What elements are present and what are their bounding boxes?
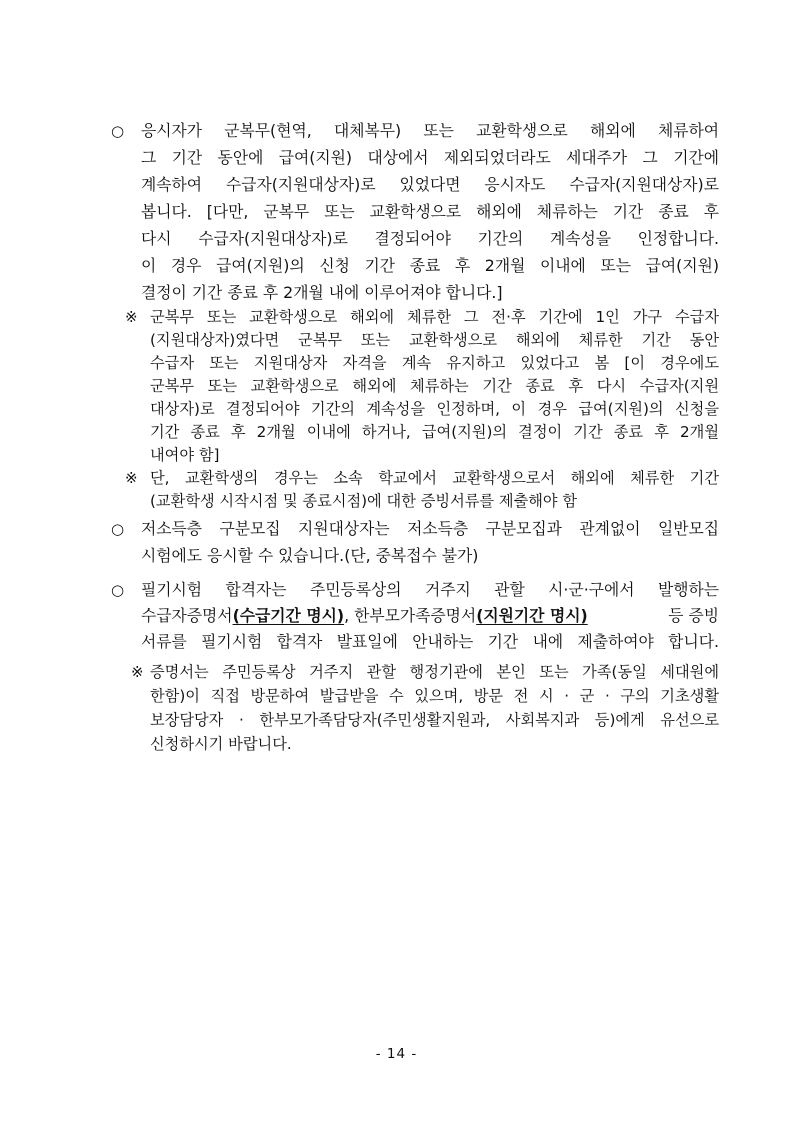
paragraph-line: 다시 수급자(지원대상자)로 결정되어야 기간의 계속성을 인정합니다.	[141, 229, 719, 248]
paragraph-line: 저소득층 구분모집 지원대상자는 저소득층 구분모집과 관계없이 일반모집	[141, 519, 719, 538]
paragraph-line: 계속하여 수급자(지원대상자)로 있었다면 응시자도 수급자(지원대상자)로	[141, 175, 719, 194]
reference-mark: ※	[131, 663, 144, 681]
note-line: (교환학생 시작시점 및 종료시점)에 대한 증빙서류를 제출해야 함	[150, 492, 578, 510]
note-line: (지원대상자)였다면 군복무 또는 교환학생으로 해외에 체류한 기간 동안	[150, 331, 719, 349]
paragraph-line: 봅니다. [다만, 군복무 또는 교환학생으로 해외에 체류하는 기간 종료 후	[141, 202, 719, 221]
paragraph-line	[141, 606, 719, 626]
paragraph-line: 그 기간 동안에 급여(지원) 대상에서 제외되었더라도 세대주가 그 기간에	[141, 148, 719, 167]
page-number: - 14 -	[375, 1046, 418, 1062]
note-line: 기간 종료 후 2개월 이내에 하거나, 급여(지원)의 결정이 기간 종료 후 2개월	[150, 423, 719, 441]
note-line: 한함)이 직접 방문하여 발급받을 수 있으며, 방문 전 시 · 군 · 구의 기초생활	[150, 687, 719, 705]
circle-bullet: ○	[111, 581, 125, 599]
note-line: 보장담당자 · 한부모가족담당자(주민생활지원과, 사회복지과 등)에게 유선으로	[150, 711, 719, 729]
circle-bullet: ○	[111, 122, 125, 140]
text-run: 수급자증명서	[141, 606, 233, 625]
paragraph-line: 필기시험 합격자는 주민등록상의 거주지 관할 시·군·구에서 발행하는	[141, 580, 719, 599]
paragraph-line: 응시자가 군복무(현역, 대체복무) 또는 교환학생으로 해외에 체류하여	[141, 121, 719, 140]
note-line: 증명서는 주민등록상 거주지 관할 행정기관에 본인 또는 가족(동일 세대원에	[150, 663, 719, 681]
paragraph-line: 서류를 필기시험 합격자 발표일에 안내하는 기간 내에 제출하여야 합니다.	[141, 632, 719, 651]
note-line: 내여야 함]	[150, 446, 220, 464]
paragraph-line: 시험에도 응시할 수 있습니다.(단, 중복접수 불가)	[141, 546, 479, 565]
paragraph-line: 결정이 기간 종료 후 2개월 내에 이루어져야 합니다.]	[141, 283, 503, 302]
note-line: 신청하시기 바랍니다.	[150, 735, 292, 753]
note-line: 군복무 또는 교환학생으로 해외에 체류하는 기간 종료 후 다시 수급자(지원	[150, 377, 719, 395]
note-line: 대상자)로 결정되어야 기간의 계속성을 인정하며, 이 경우 급여(지원)의 신청을	[150, 400, 719, 418]
paragraph-line: 이 경우 급여(지원)의 신청 기간 종료 후 2개월 이내에 또는 급여(지원)	[141, 256, 719, 275]
note-line: 단, 교환학생의 경우는 소속 학교에서 교환학생으로서 해외에 체류한 기간	[150, 469, 719, 487]
text-run: , 한부모가족증명서	[344, 606, 477, 625]
note-line: 수급자 또는 지원대상자 자격을 계속 유지하고 있었다고 봄 [이 경우에도	[150, 354, 719, 372]
text-run	[141, 606, 588, 626]
text-run: 등 증빙	[668, 606, 719, 625]
reference-mark: ※	[125, 469, 138, 487]
reference-mark: ※	[125, 308, 138, 326]
emphasis-underline: (지원기간 명시)	[476, 606, 588, 625]
note-line: 군복무 또는 교환학생으로 해외에 체류한 그 전·후 기간에 1인 가구 수급자	[150, 308, 719, 326]
emphasis-underline: (수급기간 명시)	[232, 606, 345, 625]
circle-bullet: ○	[111, 520, 125, 538]
